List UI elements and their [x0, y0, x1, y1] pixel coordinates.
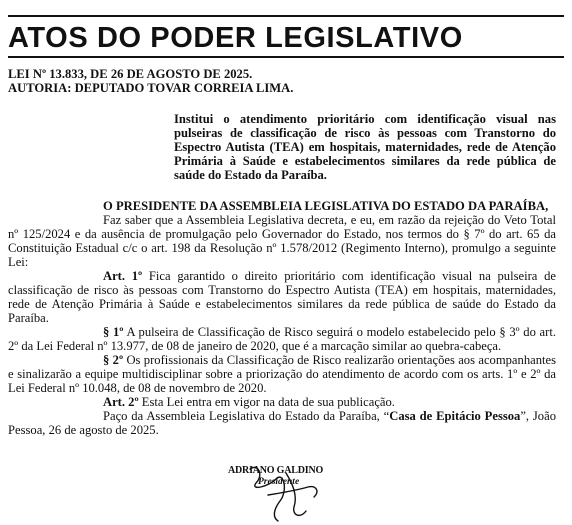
law-authorship: AUTORIA: DEPUTADO TOVAR CORREIA LIMA.: [8, 81, 294, 95]
article-2-label: Art. 2º: [103, 395, 139, 409]
paragraph-2: [8, 353, 556, 395]
signature-name: ADRIANO GALDINO: [228, 465, 324, 476]
closing-prefix: Paço da Assembleia Legislativa do Estado da Paraíba, “: [103, 409, 390, 423]
article-2-text: Esta Lei entra em vigor na data de sua publicação.: [138, 395, 395, 409]
closing-paragraph: [8, 409, 556, 437]
paragraph-1: [8, 325, 556, 353]
signature-role: Presidente: [258, 477, 300, 487]
header-bottom-rule: [8, 56, 564, 58]
paragraph-2-label: § 2º: [103, 353, 124, 367]
preamble-text: Faz saber que a Assembleia Legislativa decreta, e eu, em razão da rejeição do Veto Total nº 125/2024 e da ausência de promulgação pelo Governador do Estado, nos termos do § 7º do art. 65 da Constituição Estadual c/c o art. 198 da Resolução nº 1.578/2012 (Regimento Interno), promulgo a seguinte Lei:: [8, 213, 556, 269]
article-1-text: Fica garantido o direito prioritário com identificação visual na pulseira de classificação de risco às pessoas com Transtorno do Espectro Autista (TEA) em hospitais, maternidades, rede de Atenção Primária à Saúde e estabelecimentos similares da rede pública de saúde do Estado da Paraíba.: [8, 269, 556, 325]
header-top-rule: [8, 15, 564, 17]
closing-suffix: ”, João Pessoa, 26 de agosto de 2025.: [8, 409, 556, 437]
signature-block: [228, 461, 338, 525]
law-number: LEI Nº 13.833, DE 26 DE AGOSTO DE 2025.: [8, 67, 253, 81]
article-2: [8, 395, 556, 409]
paragraph-1-text: A pulseira de Classificação de Risco seguirá o modelo estabelecido pelo § 3º do art. 2º da Lei Federal nº 13.977, de 08 de janeiro de 2020, que é a marcação similar ao quebra-cabeça.: [8, 325, 556, 353]
article-1: [8, 269, 556, 325]
president-line: O PRESIDENTE DA ASSEMBLEIA LEGISLATIVA DO ESTADO DA PARAÍBA,: [103, 199, 549, 213]
law-header: [8, 67, 293, 95]
paragraph-2-text: Os profissionais da Classificação de Risco realizarão orientações aos acompanhantes e sinalizarão a equipe multidisciplinar sobre a priorização do atendimento de acordo com os arts. 1º e 2º da Lei Federal nº 10.048, de 08 de novembro de 2020.: [8, 353, 556, 395]
law-body: [8, 199, 556, 437]
section-title: ATOS DO PODER LEGISLATIVO: [8, 22, 463, 54]
article-1-label: Art. 1º: [103, 269, 143, 283]
law-ementa: Institui o atendimento prioritário com identificação visual nas pulseiras de classificação de risco às pessoas com Transtorno do Espectro Autista (TEA) em hospitais, maternidades, rede de Atenção Primária à Saúde e estabelecimentos similares da rede pública de saúde do Estado da Paraíba.: [174, 112, 556, 182]
paragraph-1-label: § 1º: [103, 325, 124, 339]
palace-name: Casa de Epitácio Pessoa: [389, 409, 521, 423]
